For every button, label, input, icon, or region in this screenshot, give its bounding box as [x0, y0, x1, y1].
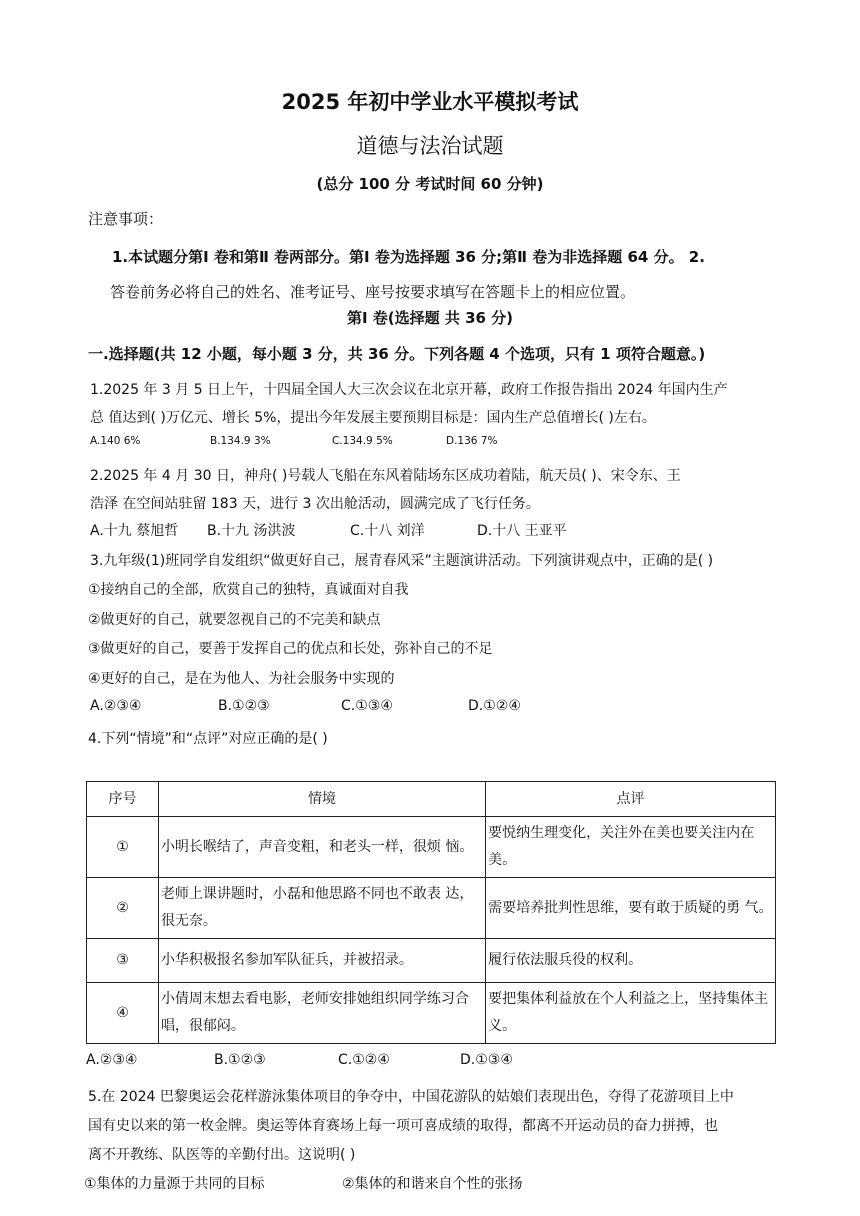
notice-line-2: 答卷前务必将自己的姓名、准考证号、座号按要求填写在答题卡上的相应位置。 — [110, 283, 636, 301]
q1-options — [90, 435, 526, 447]
notice-line-1: 1.本试题分第Ⅰ 卷和第Ⅱ 卷两部分。第Ⅰ 卷为选择题 36 分;第Ⅱ 卷为非选择题 64 分。 2. — [112, 248, 705, 266]
q3-option-d: D.①②④ — [468, 698, 521, 714]
q2-line-2: 浩泽 在空间站驻留 183 天，进行 3 次出舱活动，圆满完成了飞行任务。 — [90, 496, 540, 512]
row-no: ② — [87, 878, 159, 939]
row-no: ① — [87, 817, 159, 878]
q4-option-d: D.①③④ — [460, 1052, 513, 1068]
subject-title: 道德与法治试题 — [356, 134, 504, 158]
q3-item-3: ③做更好的自己，要善于发挥自己的优点和长处，弥补自己的不足 — [88, 641, 493, 657]
q2-option-c: C.十八 刘洋 — [350, 523, 425, 539]
q3-item-4: ④更好的自己，是在为他人、为社会服务中实现的 — [88, 671, 395, 687]
q1-option-a: A.140 6% — [90, 435, 141, 447]
q3-option-c: C.①③④ — [341, 698, 393, 714]
q4-option-a: A.②③④ — [86, 1052, 138, 1068]
q4-options — [86, 1052, 540, 1068]
row-scene: 小倩周末想去看电影，老师安排她组织同学练习合唱，很郁闷。 — [158, 983, 485, 1044]
q3-item-1: ①接纳自己的全部，欣赏自己的独特，真诚面对自我 — [88, 582, 409, 598]
q4-stem: 4.下列“情境”和“点评”对应正确的是( ) — [88, 731, 328, 747]
q1-option-d: D.136 7% — [446, 435, 498, 447]
q3-stem: 3.九年级(1)班同学自发组织“做更好自己，展青春风采”主题演讲活动。下列演讲观点中，正确的是( ) — [90, 553, 714, 569]
notice-label: 注意事项： — [88, 210, 164, 228]
row-scene: 老师上课讲题时，小磊和他思路不同也不敢表 达，很无奈。 — [158, 878, 485, 939]
q2-option-a: A.十九 蔡旭哲 — [90, 523, 179, 539]
exam-title: 2025 年初中学业水平模拟考试 — [281, 90, 579, 114]
row-no: ④ — [87, 983, 159, 1044]
header-scene: 情境 — [158, 782, 485, 817]
q1-line-2: 总 值达到( )万亿元、增长 5%，提出今年发展主要预期目标是：国内生产总值增长( )左右。 — [90, 410, 656, 426]
q5-item-1: ①集体的力量源于共同的目标 — [84, 1176, 265, 1192]
q3-options — [90, 698, 548, 714]
q5-line-1: 5.在 2024 巴黎奥运会花样游泳集体项目的争夺中，中国花游队的姑娘们表现出色，夺得了花游项目上中 — [88, 1089, 734, 1105]
table-row — [87, 817, 776, 878]
header-no: 序号 — [87, 782, 159, 817]
q2-option-b: B.十九 汤洪波 — [207, 523, 296, 539]
row-comment: 要把集体利益放在个人利益之上，坚持集体主义。 — [486, 983, 776, 1044]
q5-item-2: ②集体的和谐来自个性的张扬 — [342, 1176, 523, 1192]
header-comment: 点评 — [486, 782, 776, 817]
table-row — [87, 878, 776, 939]
row-scene: 小明长喉结了，声音变粗，和老头一样，很烦 恼。 — [158, 817, 485, 878]
q2-option-d: D.十八 王亚平 — [477, 523, 567, 539]
q1-line-1: 1.2025 年 3 月 5 日上午，十四届全国人大三次会议在北京开幕，政府工作报告指出 2024 年国内生产 — [90, 382, 728, 398]
row-comment: 履行依法服兵役的权利。 — [486, 939, 776, 983]
table-row — [87, 939, 776, 983]
table-header-row — [87, 782, 776, 817]
q4-option-c: C.①②④ — [338, 1052, 390, 1068]
section-title: 一.选择题(共 12 小题，每小题 3 分，共 36 分。下列各题 4 个选项，只有 1 项符合题意。) — [88, 345, 706, 363]
q1-option-c: C.134.9 5% — [332, 435, 393, 447]
q3-option-a: A.②③④ — [90, 698, 142, 714]
q2-line-1: 2.2025 年 4 月 30 日，神舟( )号载人飞船在东风着陆场东区成功着陆，航天员( )、宋令东、王 — [90, 468, 681, 484]
q5-line-3: 离不开教练、队医等的辛勤付出。这说明( ) — [88, 1147, 356, 1163]
q3-option-b: B.①②③ — [218, 698, 270, 714]
row-comment: 需要培养批判性思维，要有敢于质疑的勇 气。 — [486, 878, 776, 939]
row-no: ③ — [87, 939, 159, 983]
part1-title: 第Ⅰ 卷(选择题 共 36 分) — [346, 309, 514, 327]
q3-item-2: ②做更好的自己，就要忽视自己的不完美和缺点 — [88, 612, 381, 628]
q5-line-2: 国有史以来的第一枚金牌。奥运等体育赛场上每一项可喜成绩的取得，都离不开运动员的奋力拼搏，也 — [88, 1118, 718, 1134]
table-row — [87, 983, 776, 1044]
q1-option-b: B.134.9 3% — [210, 435, 271, 447]
exam-meta: (总分 100 分 考试时间 60 分钟) — [316, 175, 544, 193]
q4-table — [86, 781, 776, 1044]
q2-options — [90, 520, 587, 540]
q4-option-b: B.①②③ — [214, 1052, 266, 1068]
row-comment: 要悦纳生理变化，关注外在美也要关注内在美。 — [486, 817, 776, 878]
row-scene: 小华积极报名参加军队征兵，并被招录。 — [158, 939, 485, 983]
